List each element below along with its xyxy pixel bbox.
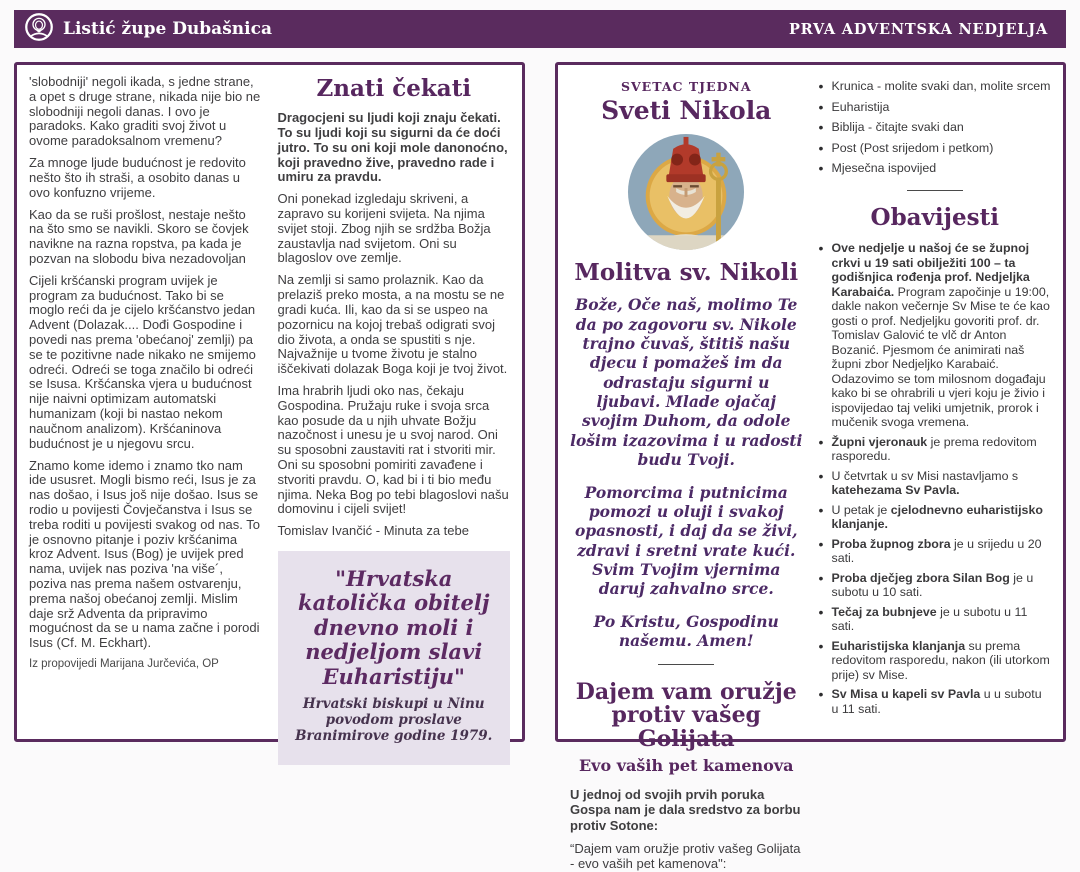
edition-title: PRVA ADVENTSKA NEDJELJA: [788, 20, 1048, 38]
article-paragraph: Oni ponekad izgledaju skriveni, a zapravo su korijeni svijeta. Na njima svijet stoji. Zbog njih se srdžba Božja zaustavlja nad svijetom. Oni su blagoslov ove zemlje.: [277, 191, 491, 266]
weapon-intro: U jednoj od svojih prvih poruka Gospa nam je dala sredstvo za borbu protiv Sotone:: [570, 786, 801, 833]
announcement-item: • Sv Misa u kapeli sv Pavla u u subotu u 11 sati.: [819, 687, 1052, 716]
section-divider: [658, 664, 714, 665]
announcement-item: • Tečaj za bubnjeve je u subotu u 11 sati.: [819, 605, 1052, 634]
bulletin-title: Listić župe Dubašnica: [63, 19, 272, 39]
right-page-panel: [555, 62, 1066, 872]
prayer-paragraph: Pomorcima i putnicima pomozi u oluji i svakoj opasnosti, i daj da se živi, zdravi i sretni vrate kući. Svim Tvojim vjernima daruj zahvalno srce.: [574, 482, 798, 599]
left-page-panel: [14, 62, 525, 745]
homily-attribution: Iz propovijedi Marijana Jurčevića, OP: [29, 658, 219, 671]
quote-text: "Hrvatska katolička obitelj dnevno moli i nedjeljom slavi Euharistiju": [298, 566, 490, 689]
article-author: Tomislav Ivančić - Minuta za tebe: [277, 523, 469, 539]
homily-paragraph: Kao da se ruši prošlost, nestaje nešto na što smo se navikli. Skoro se čovjek navikne na razna ropstva, pa kada je pozvan na slobodu biva nezadovoljan: [29, 206, 249, 266]
header-bar: [14, 10, 1066, 48]
quote-source: Hrvatski biskupi u Ninu povodom proslave Branimirove godine 1979.: [295, 695, 493, 745]
bulletin-pages: [14, 62, 1066, 872]
parish-logo-icon: [24, 12, 54, 47]
stone-item: • Euharistija: [819, 100, 1052, 115]
saint-kicker: SVETAC TJEDNA: [620, 79, 752, 94]
znati-cekati-column: [277, 75, 511, 745]
stone-item: • Mjesečna ispovijed: [819, 161, 1052, 176]
announcement-item: • Proba dječjeg zbora Silan Bog je u subotu u 10 sati.: [819, 571, 1052, 600]
announcements-title: Obavijesti: [870, 203, 999, 231]
homily-column: [29, 75, 262, 729]
stone-item: • Krunica - molite svaki dan, molite srcem: [819, 79, 1052, 94]
section-divider: [907, 190, 963, 191]
prayer-paragraphs: [570, 295, 803, 650]
announcement-item: • U četvrtak u sv Misi nastavljamo s katehezama Sv Pavla.: [819, 469, 1052, 498]
homily-paragraph: Znamo kome idemo i znamo tko nam ide ususret. Mogli bismo reći, Isus je za nas došao, i Isus još nije došao. Isus se rodio u povijesti Čovječanstva i Isus se treba roditi u povijesti svakog od nas. To je osnovno pitanje i poziv kršćanima kroz Advent. Isus (Bog) je uvijek pred nama, uvijek nas poziva 'na više´, poziva nas prema našem ostvarenju, prema našoj obećanoj zemlji. Mislim daje srž Adventa da pripravimo mogućnost da se u nama začne i porodi Isus (Cf. M. Eckhart).: [29, 457, 261, 651]
prayer-paragraph: Po Kristu, Gospodinu našemu. Amen!: [593, 611, 779, 651]
weapon-quote-line: “Dajem vam oružje protiv vašeg Golijata - evo vaših pet kamenova":: [570, 840, 801, 872]
announcement-item: • U petak je cjelodnevno euharistijsko klanjanje.: [819, 503, 1052, 532]
stone-item: • Biblija - čitajte svaki dan: [819, 120, 1052, 135]
announcements-column: [819, 75, 1052, 729]
prayer-paragraph: Bože, Oče naš, molimo Te da po zagovoru sv. Nikole trajno čuvaš, štitiš našu djecu i pomažeš im da odrastaju sigurni u ljubavi. Mlade ojačaj svojim Duhom, da odole lošim izazovima i u radosti budu Tvoji.: [570, 295, 803, 470]
five-stones-list: [819, 79, 1052, 176]
prayer-title: Molitva sv. Nikoli: [574, 259, 799, 286]
article-paragraph: Na zemlji si samo prolaznik. Kao da prelaziš preko mosta, a na mostu se ne gradi kuća. Ili, kao da si se uspeo na pozornicu na kojoj trebaš odigrati svoj dio života, a onda se spustiti s nje. Najvažnije u tvome životu je stalno iščekivati dolazak Boga koji je tvoj život.: [277, 272, 508, 377]
announcement-item: • Ove nedjelje u našoj će se župnoj crkvi u 19 sati obilježiti 100 – ta godišnjica rođenja prof. Nedjeljka Karabaića. Program započinje u 19:00, dakle nakon večernje Sv Mise te će kao gosti o prof. Nedjeljku govoriti prof. dr. Tomislav Galović te vlč dr Anton Bozanić. Pjesmom će animirati naš župni zbor Nedjeljko Karabaić. Odazovimo se tom milosnom događaju kako bi se ohrabrili u vjeri koju je živio i ispovijedao taj veliki umjetnik, prorok i mučenik svoga vremena.: [819, 241, 1052, 430]
announcement-item: • Euharistijska klanjanja su prema redovitom rasporedu, nakon (ili utorkom prije) sv Mise.: [819, 639, 1052, 683]
homily-paragraph: Za mnoge ljude budućnost je redovito nešto što ih straši, a osobito danas u ovo konfuzno vrijeme.: [29, 155, 246, 200]
homily-paragraph: 'slobodniji' negoli ikada, s jedne strane, a opet s druge strane, nikada nije bio ne slobodniji negoli danas. I ovo je paradoks. Kako graditi svoj život u ovome paradoksalnom vremenu?: [29, 74, 261, 149]
article-paragraph: Ima hrabrih ljudi oko nas, čekaju Gospodina. Pružaju ruke i svoja srca kao posude da u njih uhvate Božju nazočnost i unesu je u svoj narod. Oni su sposobni zaustaviti rat i stvoriti mir. Oni su sposobni pomiriti zavađene i stvoriti pravdu. O, kad bi i ti bio među njima. Neka Bog po tebi blagoslovi našu domovinu i cijeli svijet!: [277, 382, 509, 517]
saint-name: Sveti Nikola: [601, 96, 772, 125]
article-title: Znati čekati: [316, 75, 472, 102]
article-paragraphs: [278, 192, 511, 517]
saint-nicholas-image: [627, 133, 745, 251]
stone-item: • Post (Post srijedom i petkom): [819, 141, 1052, 156]
saint-column: [570, 75, 803, 872]
quote-box: [278, 551, 511, 765]
announcements-list: [819, 241, 1052, 716]
announcement-item: • Proba župnog zbora je u srijedu u 20 sati.: [819, 537, 1052, 566]
article-lead: Dragocjeni su ljudi koji znaju čekati. To su ljudi koji su sigurni da će doći jutro. To su oni koji mole danonoćno, koji pravedno žive, pravedno rade i umiru za pravdu.: [277, 110, 508, 185]
homily-paragraph: Cijeli kršćanski program uvijek je program za budućnost. Tako bi se moglo reći da je cijelo kršćanstvo jedan Advent (Dolazak.... Dođi Gospodine i povedi nas prema 'obećanoj' zemlji) pa se te pozitivne nade nikako ne smijemo odreći. Odreći se toga značilo bi odreći se Isusa. Kršćanska vjera u budućnost nije naivni optimizam automatski humanizam (koji bi nastao nekom naučnom analizom). Kršćaninova budućnost je u njegovu srcu.: [29, 272, 256, 451]
brand: [24, 12, 272, 47]
homily-paragraphs: [29, 75, 262, 651]
weapon-title: Dajem vam oružje protiv vašeg Golijata: [575, 678, 797, 753]
weapon-subtitle: Evo vaših pet kamenova: [578, 755, 794, 775]
announcement-item: • Župni vjeronauk je prema redovitom rasporedu.: [819, 435, 1052, 464]
